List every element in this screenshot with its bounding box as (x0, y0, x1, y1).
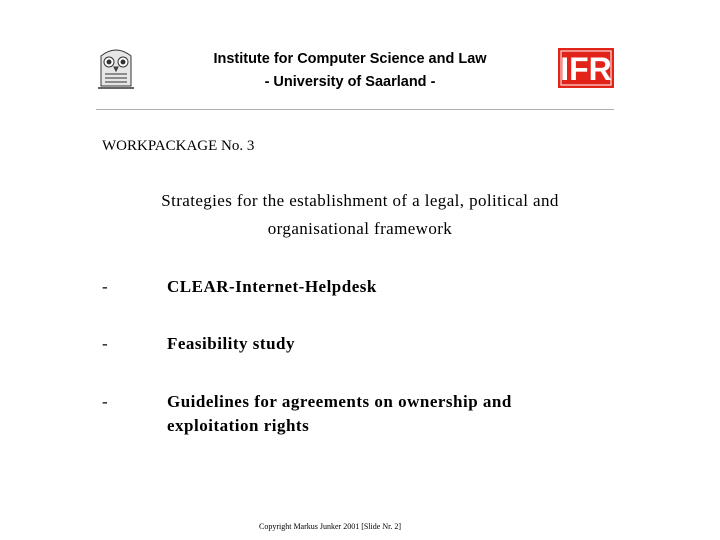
header-divider (96, 109, 614, 110)
bullet-dash: - (102, 334, 108, 353)
strategy-line-1: Strategies for the establishment of a legal, political and (161, 191, 559, 210)
bullet-dash: - (102, 392, 108, 411)
ifr-logo-icon (558, 48, 614, 88)
bullet-item-guidelines: Guidelines for agreements on ownership and exploitation rights (167, 392, 512, 435)
strategy-line-2: organisational framework (267, 219, 453, 238)
bullet-item-feasibility: Feasibility study (167, 334, 295, 353)
bullet-item-helpdesk: CLEAR-Internet-Helpdesk (167, 277, 377, 296)
ifr-logo-text: IFR (560, 51, 612, 87)
university-subtitle: - University of Saarland - (264, 74, 436, 90)
copyright-footer: Copyright Markus Junker 2001 [Slide Nr. 2] (259, 522, 401, 531)
bullet-dash: - (102, 277, 108, 296)
owl-emblem-icon (95, 46, 137, 92)
workpackage-label: WORKPACKAGE No. 3 (102, 138, 255, 154)
strategy-heading (110, 187, 610, 243)
institute-title: Institute for Computer Science and Law (213, 51, 487, 67)
